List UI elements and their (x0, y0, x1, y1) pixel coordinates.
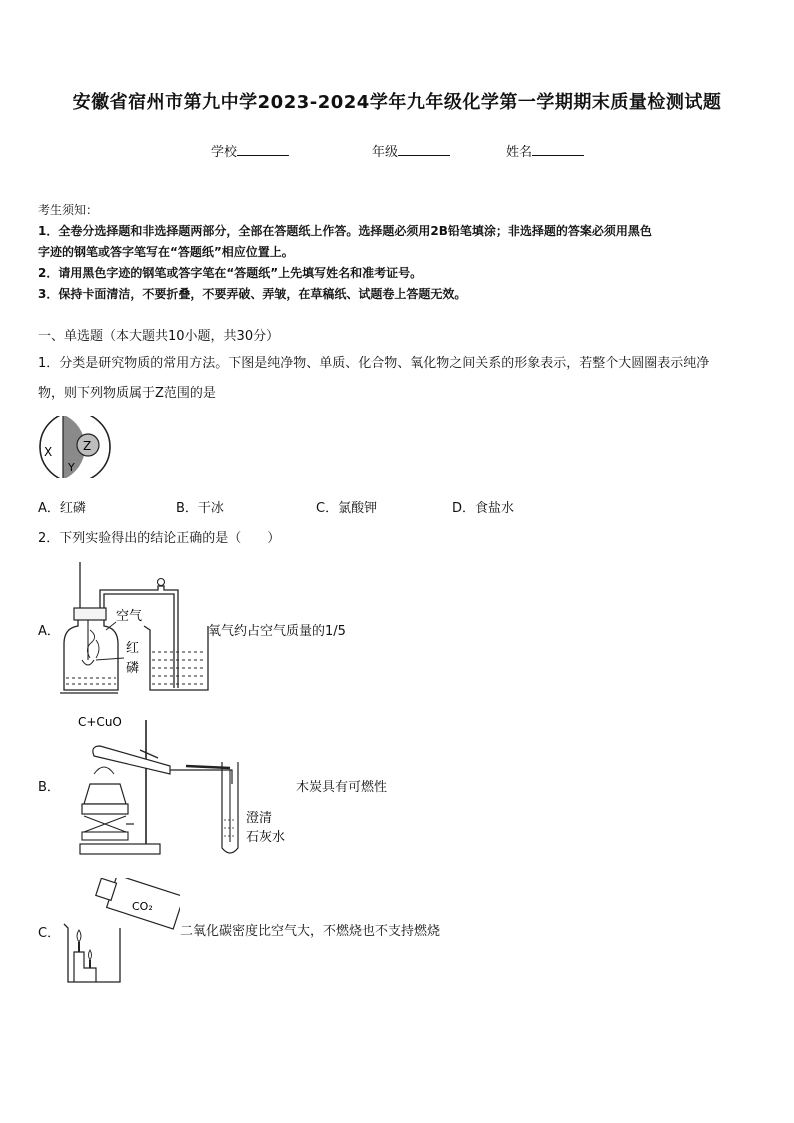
notice-item: 2．请用黑色字迹的钢笔或答字笔在“答题纸”上先填写姓名和准考证号。 (38, 266, 423, 280)
q2-c-apparatus (60, 878, 180, 988)
red-phosphorus-label-1: 红 (126, 641, 140, 656)
q2-c-conclusion: 二氧化碳密度比空气大，不燃烧也不支持燃烧 (180, 924, 441, 939)
label-z: Z (83, 439, 92, 453)
q2-a-conclusion: 氧气约占空气质量的1/5 (208, 624, 346, 639)
notice-item: 字迹的钢笔或答字笔写在“答题纸”相应位置上。 (38, 245, 294, 259)
name-field (506, 141, 584, 160)
school-blank[interactable] (237, 143, 289, 156)
q2-option-a-label[interactable]: A． (38, 624, 60, 639)
q2-a-apparatus (60, 560, 210, 695)
name-label: 姓名 (506, 145, 533, 160)
name-blank[interactable] (532, 143, 584, 156)
q2-option-c-label[interactable]: C． (38, 926, 61, 941)
q1-option-a[interactable]: A．红磷 (38, 501, 86, 516)
exam-notice (38, 200, 760, 305)
red-phosphorus-label-2: 磷 (126, 661, 140, 676)
q2-b-apparatus (74, 712, 294, 862)
grade-label: 年级 (372, 145, 399, 160)
q1-option-c[interactable]: C．氯酸钾 (316, 501, 378, 516)
notice-item: 1．全卷分选择题和非选择题两部分，全部在答题纸上作答。选择题必须用2B铅笔填涂；非选择题的答案必须用黑色 (38, 224, 652, 238)
q2-stem: 2．下列实验得出的结论正确的是（ ） (38, 531, 281, 546)
q1-stem-line1: 1．分类是研究物质的常用方法。下图是纯净物、单质、化合物、氧化物之间关系的形象表示，若整个大圆圈表示纯净 (38, 356, 710, 371)
air-label: 空气 (116, 609, 143, 624)
section-heading: 一、单选题（本大题共10小题，共30分） (38, 329, 280, 344)
co2-label: CO₂ (132, 900, 153, 913)
grade-field (372, 141, 450, 160)
limewater-label-2: 石灰水 (246, 830, 286, 845)
grade-blank[interactable] (398, 143, 450, 156)
notice-heading: 考生须知： (38, 203, 99, 217)
reagent-label: C+CuO (78, 715, 122, 729)
school-field (211, 141, 289, 160)
q1-option-b[interactable]: B．干冰 (176, 501, 224, 516)
notice-item: 3．保持卡面清洁，不要折叠，不要弄破、弄皱，在草稿纸、试题卷上答题无效。 (38, 287, 467, 301)
label-y: Y (68, 461, 75, 474)
school-label: 学校 (211, 145, 238, 160)
q1-option-d[interactable]: D．食盐水 (452, 501, 515, 516)
page-title: 安徽省宿州市第九中学2023-2024学年九年级化学第一学期期末质量检测试题 (72, 92, 722, 113)
q2-option-b-label[interactable]: B． (38, 780, 60, 795)
limewater-label-1: 澄清 (246, 811, 273, 826)
label-x: X (44, 445, 53, 459)
q2-b-conclusion: 木炭具有可燃性 (296, 780, 388, 795)
q1-venn-diagram (38, 416, 114, 478)
q1-stem-line2: 物，则下列物质属于Z范围的是 (38, 386, 216, 401)
